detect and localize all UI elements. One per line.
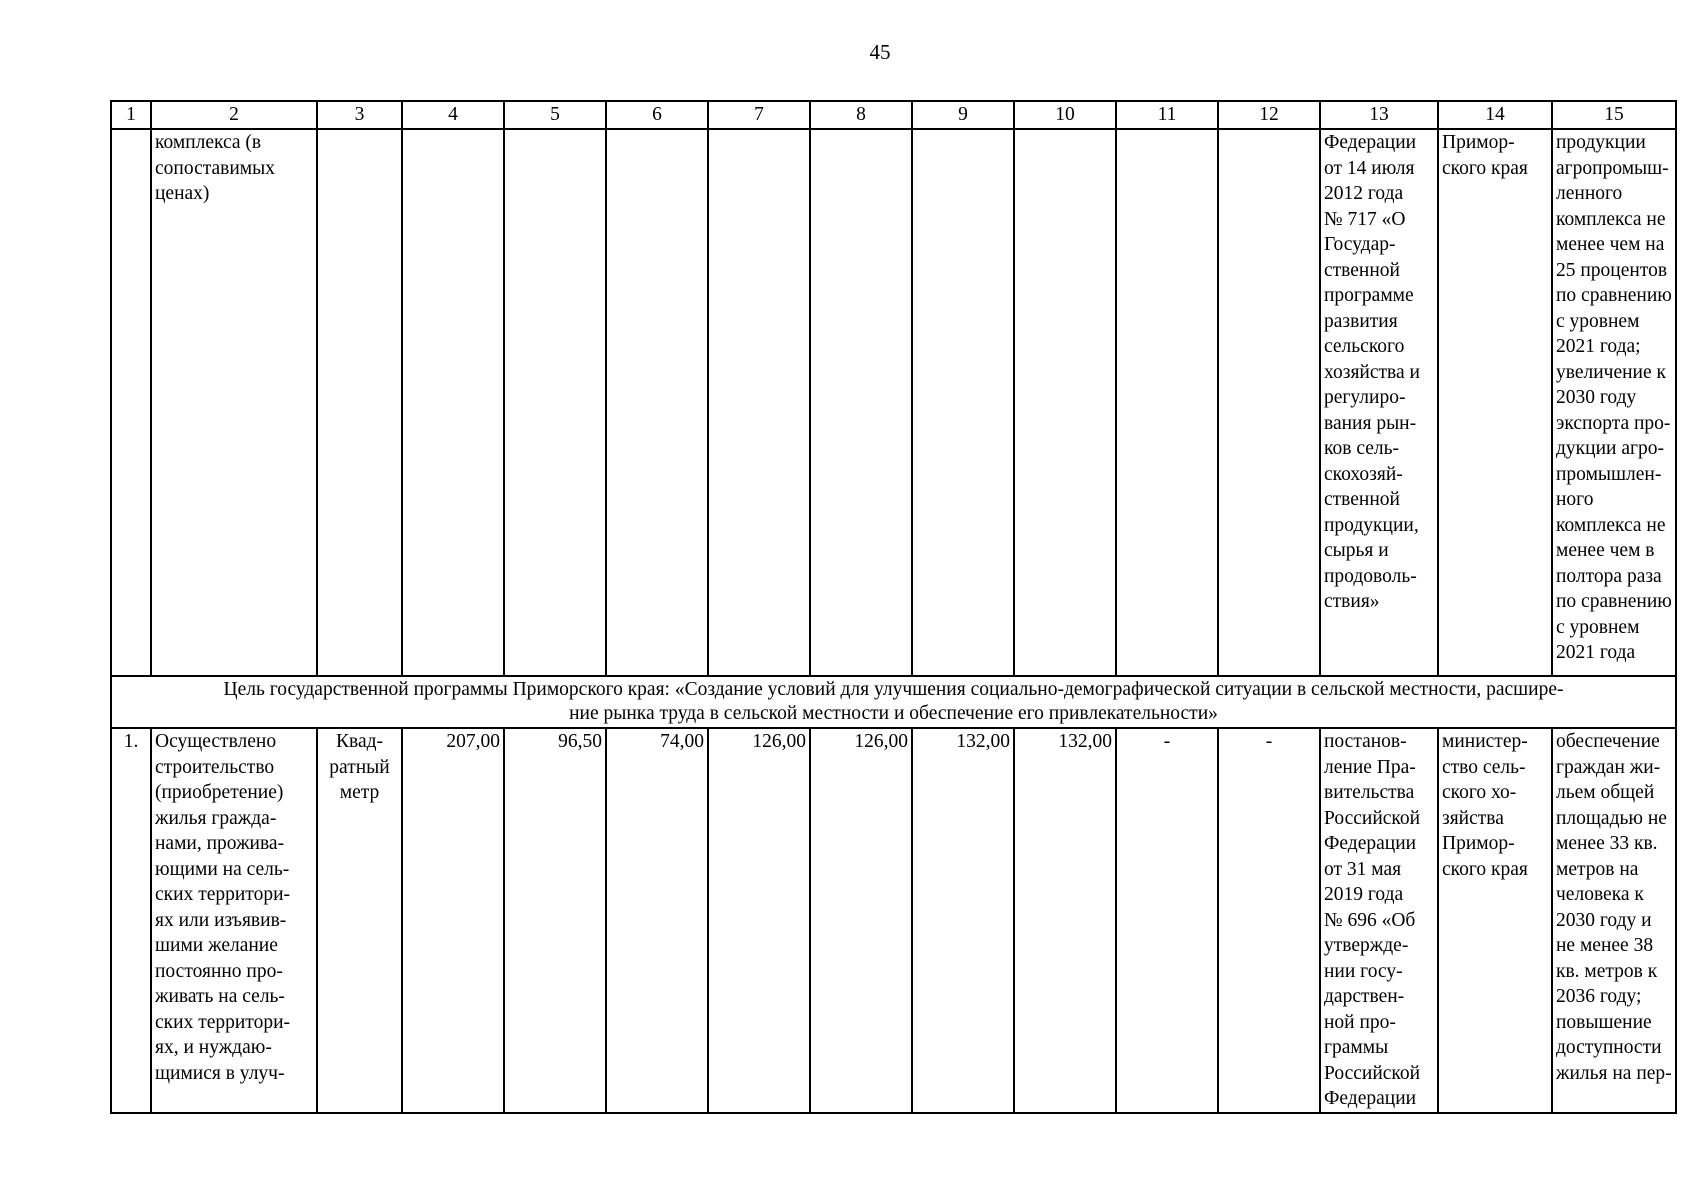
indicator-row <box>111 728 1676 1113</box>
empty-cell <box>1218 129 1320 676</box>
row-number-cell: 1. <box>111 728 151 1113</box>
legal-act-cell: Федерации от 14 июля 2012 года № 717 «О Государ- ственной программе развития сельского хозяйства и регулиро- вания рын- ков сель- скохозяй- ственной продукции, сырья и продоволь- ствия» <box>1320 129 1438 676</box>
unit-cell: Квад- ратный метр <box>317 728 402 1113</box>
value-cell: 96,50 <box>504 728 606 1113</box>
value-cell: - <box>1218 728 1320 1113</box>
col-number: 10 <box>1014 101 1116 129</box>
value-cell: 126,00 <box>810 728 912 1113</box>
indicators-table <box>110 100 1677 1114</box>
target-cell: обеспечение граждан жи- льем общей площадью не менее 33 кв. метров на человека к 2030 году и не менее 38 кв. метров к 2036 году; повышение доступности жилья на пер- <box>1552 728 1676 1113</box>
value-cell: 132,00 <box>1014 728 1116 1113</box>
col-number: 1 <box>111 101 151 129</box>
col-number: 4 <box>402 101 504 129</box>
col-number: 14 <box>1438 101 1552 129</box>
empty-cell <box>912 129 1014 676</box>
empty-cell <box>1116 129 1218 676</box>
target-cell: продукции агропромыш- ленного комплекса не менее чем на 25 процентов по сравнению с уровнем 2021 года; увеличение к 2030 году экспорта про- дукции агро- промышлен- ного комплекса не менее чем в полтора раза по сравнению с уровнем 2021 года <box>1552 129 1676 676</box>
continuation-row <box>111 129 1676 676</box>
column-number-row <box>111 101 1676 129</box>
value-cell: 126,00 <box>708 728 810 1113</box>
col-number: 3 <box>317 101 402 129</box>
col-number: 8 <box>810 101 912 129</box>
col-number: 7 <box>708 101 810 129</box>
value-cell: 74,00 <box>606 728 708 1113</box>
value-cell: - <box>1116 728 1218 1113</box>
col-number: 12 <box>1218 101 1320 129</box>
empty-cell <box>810 129 912 676</box>
row-number-cell <box>111 129 151 676</box>
page-number: 45 <box>869 40 891 64</box>
empty-cell <box>317 129 402 676</box>
goal-text: Цель государственной программы Приморского края: «Создание условий для улучшения социально-демографической ситуации в сельской местности, расшире- ние рынка труда в сельской местности и обеспечение его привлекательности» <box>111 676 1676 728</box>
value-cell: 207,00 <box>402 728 504 1113</box>
value-cell: 132,00 <box>912 728 1014 1113</box>
responsible-cell: Примор- ского края <box>1438 129 1552 676</box>
col-number: 15 <box>1552 101 1676 129</box>
indicator-name-cell: Осуществлено строительство (приобретение) жилья гражда- нами, прожива- ющими на сель- ских территори- ях или изъявив- шими желание постоянно про- живать на сель- ских территори- ях, и нуждаю- щимися в улуч- <box>151 728 317 1113</box>
col-number: 13 <box>1320 101 1438 129</box>
goal-row <box>111 676 1676 728</box>
empty-cell <box>402 129 504 676</box>
empty-cell <box>1014 129 1116 676</box>
empty-cell <box>708 129 810 676</box>
legal-act-cell: постанов- ление Пра- вительства Российской Федерации от 31 мая 2019 года № 696 «Об утвержде- нии госу- дарствен- ной про- граммы Российской Федерации <box>1320 728 1438 1113</box>
col-number: 6 <box>606 101 708 129</box>
col-number: 5 <box>504 101 606 129</box>
responsible-cell: министер- ство сель- ского хо- зяйства Примор- ского края <box>1438 728 1552 1113</box>
empty-cell <box>606 129 708 676</box>
col-number: 9 <box>912 101 1014 129</box>
empty-cell <box>504 129 606 676</box>
indicator-name-cell: комплекса (в сопоставимых ценах) <box>151 129 317 676</box>
col-number: 11 <box>1116 101 1218 129</box>
col-number: 2 <box>151 101 317 129</box>
